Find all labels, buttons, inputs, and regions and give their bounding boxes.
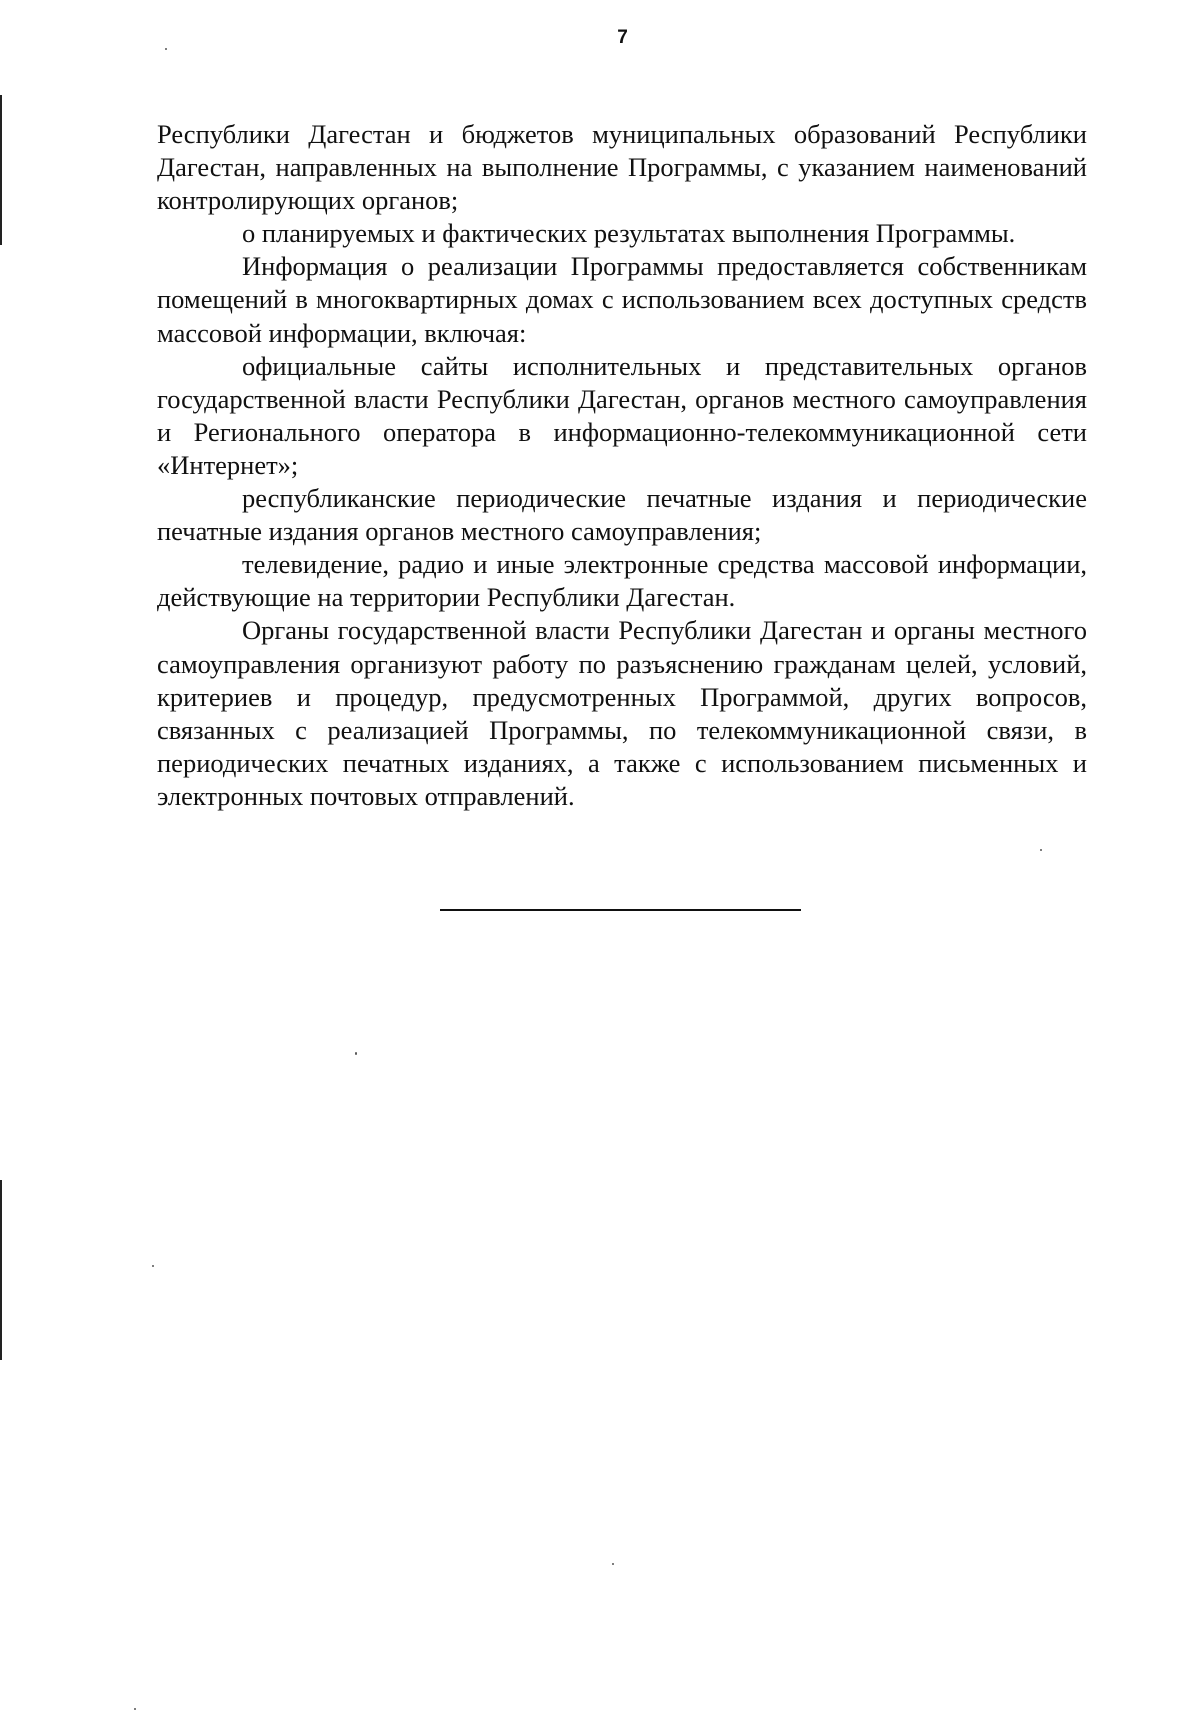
paragraph: официальные сайты исполнительных и представительных органов государственной власти Республики Дагестан, органов местного самоуправления и Регионального оператора в информационно-телекоммуникационной сети «Интернет»; [157,350,1087,480]
scan-speck [134,1708,136,1710]
document-body [157,118,1087,813]
paragraph: Республики Дагестан и бюджетов муниципальных образований Республики Дагестан, направленных на выполнение Программы, с указанием наименований контролирующих органов; [157,119,1087,216]
scan-speck [152,1265,154,1267]
scan-speck [355,1052,357,1055]
paragraph: Информация о реализации Программы предоставляется собственникам помещений в многоквартирных домах с использованием всех доступных средств массовой информации, включая: [157,251,1087,348]
scan-speck [612,1563,614,1565]
paragraph: Органы государственной власти Республики Дагестан и органы местного самоуправления организуют работу по разъяснению гражданам целей, условий, критериев и процедур, предусмотренных Программой, других вопросов, связанных с реализацией Программы, по телекоммуникационной связи, в периодических печатных изданиях, а также с использованием письменных и электронных почтовых отправлений. [157,615,1087,811]
paragraph: республиканские периодические печатные издания и периодические печатные издания органов местного самоуправления; [157,483,1087,547]
scan-speck [1040,849,1042,851]
scan-edge-mark [0,1180,2,1360]
paragraph: телевидение, радио и иные электронные средства массовой информации, действующие на территории Республики Дагестан. [157,549,1087,613]
scan-edge-mark [0,95,2,245]
end-separator-line [440,909,801,911]
scan-speck [165,48,167,50]
page-number: 7 [617,27,628,48]
paragraph: о планируемых и фактических результатах выполнения Программы. [242,218,1016,249]
